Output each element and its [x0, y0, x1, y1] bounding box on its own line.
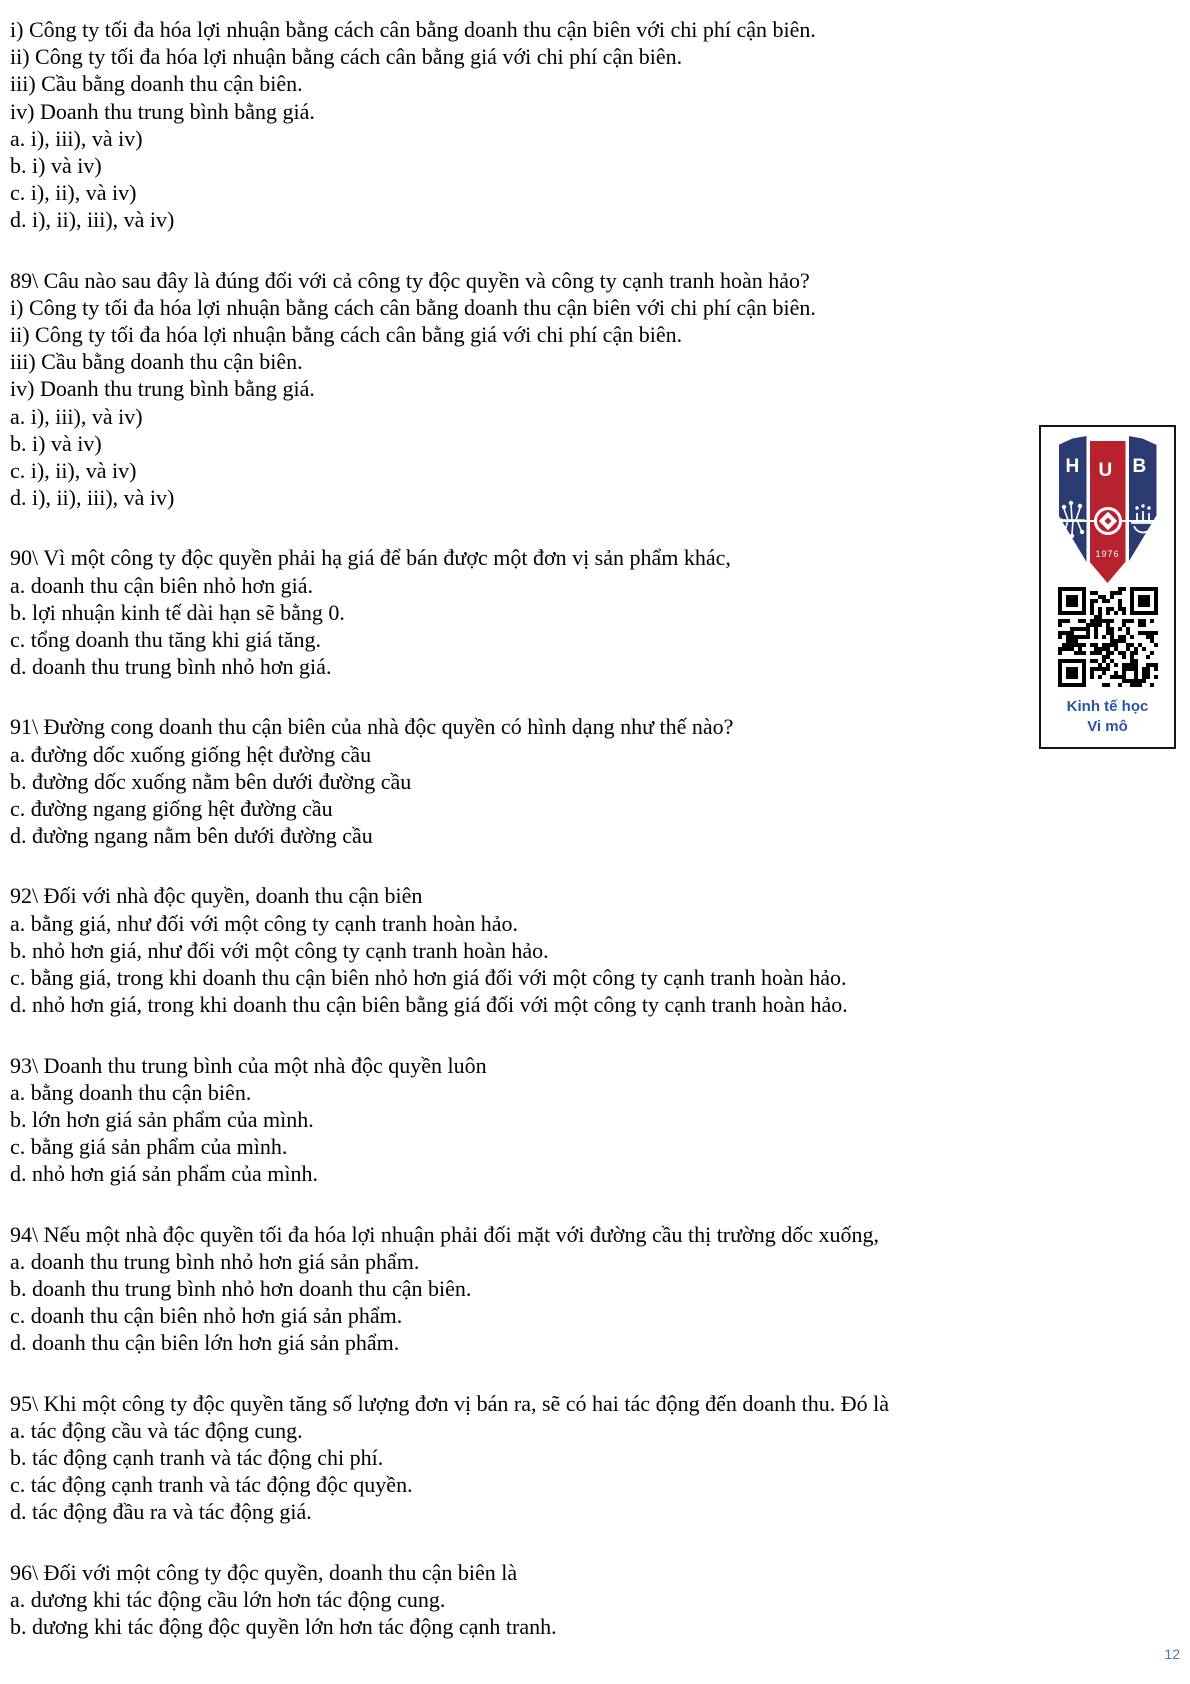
question-block — [10, 1052, 1050, 1188]
logo-letter-h: H — [1065, 456, 1080, 477]
question-line: iii) Cầu bằng doanh thu cận biên. — [10, 71, 303, 97]
question-line: c. bằng giá sản phẩm của mình. — [10, 1134, 288, 1160]
question-line: b. nhỏ hơn giá, như đối với một công ty cạnh tranh hoàn hảo. — [10, 937, 549, 963]
question-block — [10, 16, 1050, 234]
question-line: d. nhỏ hơn giá, trong khi doanh thu cận biên bằng giá đối với một công ty cạnh tranh hoàn hảo. — [10, 992, 848, 1018]
question-line: i) Công ty tối đa hóa lợi nhuận bằng cách cân bằng doanh thu cận biên với chi phí cận biên. — [10, 294, 816, 320]
question-line: 93\ Doanh thu trung bình của một nhà độc quyền luôn — [10, 1052, 487, 1078]
question-block — [10, 713, 1050, 849]
question-line: iii) Cầu bằng doanh thu cận biên. — [10, 349, 303, 375]
question-line: a. doanh thu trung bình nhỏ hơn giá sản phẩm. — [10, 1248, 420, 1274]
question-line: a. i), iii), và iv) — [10, 403, 143, 429]
question-line: a. đường dốc xuống giống hệt đường cầu — [10, 741, 372, 767]
question-block — [10, 1390, 1050, 1526]
question-line: c. i), ii), và iv) — [10, 180, 137, 206]
quiz-text-column — [10, 16, 1050, 1640]
question-line: d. tác động đầu ra và tác động giá. — [10, 1499, 312, 1525]
question-line: 89\ Câu nào sau đây là đúng đối với cả công ty độc quyền và công ty cạnh tranh hoàn hảo? — [10, 267, 810, 293]
question-line: c. doanh thu cận biên nhỏ hơn giá sản phẩm. — [10, 1303, 403, 1329]
question-line: c. tác động cạnh tranh và tác động độc quyền. — [10, 1472, 413, 1498]
question-block — [10, 267, 1050, 512]
question-line: d. i), ii), iii), và iv) — [10, 485, 175, 511]
emblem-icon — [1094, 507, 1122, 535]
logo-letter-b: B — [1132, 456, 1147, 477]
question-line: iv) Doanh thu trung bình bằng giá. — [10, 376, 315, 402]
question-line: 92\ Đối với nhà độc quyền, doanh thu cận biên — [10, 883, 423, 909]
question-line: d. đường ngang nằm bên dưới đường cầu — [10, 823, 373, 849]
question-line: a. i), iii), và iv) — [10, 125, 143, 151]
question-line: b. doanh thu trung bình nhỏ hơn doanh thu cận biên. — [10, 1275, 472, 1301]
logo-year: 1976 — [1095, 549, 1120, 559]
logo-letter-u: U — [1098, 460, 1113, 481]
course-caption-line2: Vi mô — [1087, 718, 1128, 735]
question-line: d. nhỏ hơn giá sản phẩm của mình. — [10, 1161, 318, 1187]
question-block — [10, 1221, 1050, 1357]
question-line: a. bằng doanh thu cận biên. — [10, 1079, 252, 1105]
question-block — [10, 544, 1050, 680]
question-line: 94\ Nếu một nhà độc quyền tối đa hóa lợi nhuận phải đối mặt với đường cầu thị trường dốc xuống, — [10, 1221, 879, 1247]
question-line: b. lớn hơn giá sản phẩm của mình. — [10, 1106, 314, 1132]
question-line: ii) Công ty tối đa hóa lợi nhuận bằng cách cân bằng giá với chi phí cận biên. — [10, 322, 683, 348]
course-info-box — [1039, 425, 1176, 749]
question-line: i) Công ty tối đa hóa lợi nhuận bằng cách cân bằng doanh thu cận biên với chi phí cận biên. — [10, 17, 816, 42]
course-caption-line1: Kinh tế học — [1066, 698, 1149, 715]
question-line: a. doanh thu cận biên nhỏ hơn giá. — [10, 572, 314, 598]
question-line: b. lợi nhuận kinh tế dài hạn sẽ bằng 0. — [10, 599, 345, 625]
question-line: c. tổng doanh thu tăng khi giá tăng. — [10, 627, 321, 653]
circuit-tree-icon — [1059, 499, 1087, 539]
question-line: b. dương khi tác động độc quyền lớn hơn tác động cạnh tranh. — [10, 1613, 557, 1639]
question-line: d. i), ii), iii), và iv) — [10, 207, 175, 233]
question-line: iv) Doanh thu trung bình bằng giá. — [10, 98, 315, 124]
question-line: a. tác động cầu và tác động cung. — [10, 1417, 303, 1443]
question-block — [10, 882, 1050, 1018]
hub-logo — [1059, 433, 1157, 583]
question-line: d. doanh thu trung bình nhỏ hơn giá. — [10, 654, 332, 680]
question-line: d. doanh thu cận biên lớn hơn giá sản phẩm. — [10, 1330, 400, 1356]
question-line: 91\ Đường cong doanh thu cận biên của nhà độc quyền có hình dạng như thế nào? — [10, 714, 734, 740]
question-line: 90\ Vì một công ty độc quyền phải hạ giá để bán được một đơn vị sản phẩm khác, — [10, 545, 731, 571]
question-line: b. i) và iv) — [10, 153, 102, 179]
question-line: b. đường dốc xuống nằm bên dưới đường cầu — [10, 768, 412, 794]
question-line: 96\ Đối với một công ty độc quyền, doanh thu cận biên là — [10, 1559, 518, 1585]
question-line: c. đường ngang giống hệt đường cầu — [10, 796, 333, 822]
question-line: b. i) và iv) — [10, 430, 102, 456]
course-caption — [1067, 697, 1149, 737]
shield-right-panel — [1129, 436, 1157, 562]
question-line: a. bằng giá, như đối với một công ty cạnh tranh hoàn hảo. — [10, 910, 519, 936]
question-block — [10, 1559, 1050, 1641]
dhow-icon — [1129, 503, 1157, 539]
question-line: 95\ Khi một công ty độc quyền tăng số lượng đơn vị bán ra, sẽ có hai tác động đến doanh thu. Đó là — [10, 1390, 889, 1416]
question-line: a. dương khi tác động cầu lớn hơn tác động cung. — [10, 1586, 446, 1612]
question-line: b. tác động cạnh tranh và tác động chi phí. — [10, 1444, 384, 1470]
question-line: c. i), ii), và iv) — [10, 458, 137, 484]
page-number: 12 — [1164, 1646, 1180, 1662]
qr-code — [1058, 587, 1158, 692]
question-line: ii) Công ty tối đa hóa lợi nhuận bằng cách cân bằng giá với chi phí cận biên. — [10, 44, 683, 70]
question-line: c. bằng giá, trong khi doanh thu cận biên nhỏ hơn giá đối với một công ty cạnh tranh hoàn hảo. — [10, 965, 847, 991]
